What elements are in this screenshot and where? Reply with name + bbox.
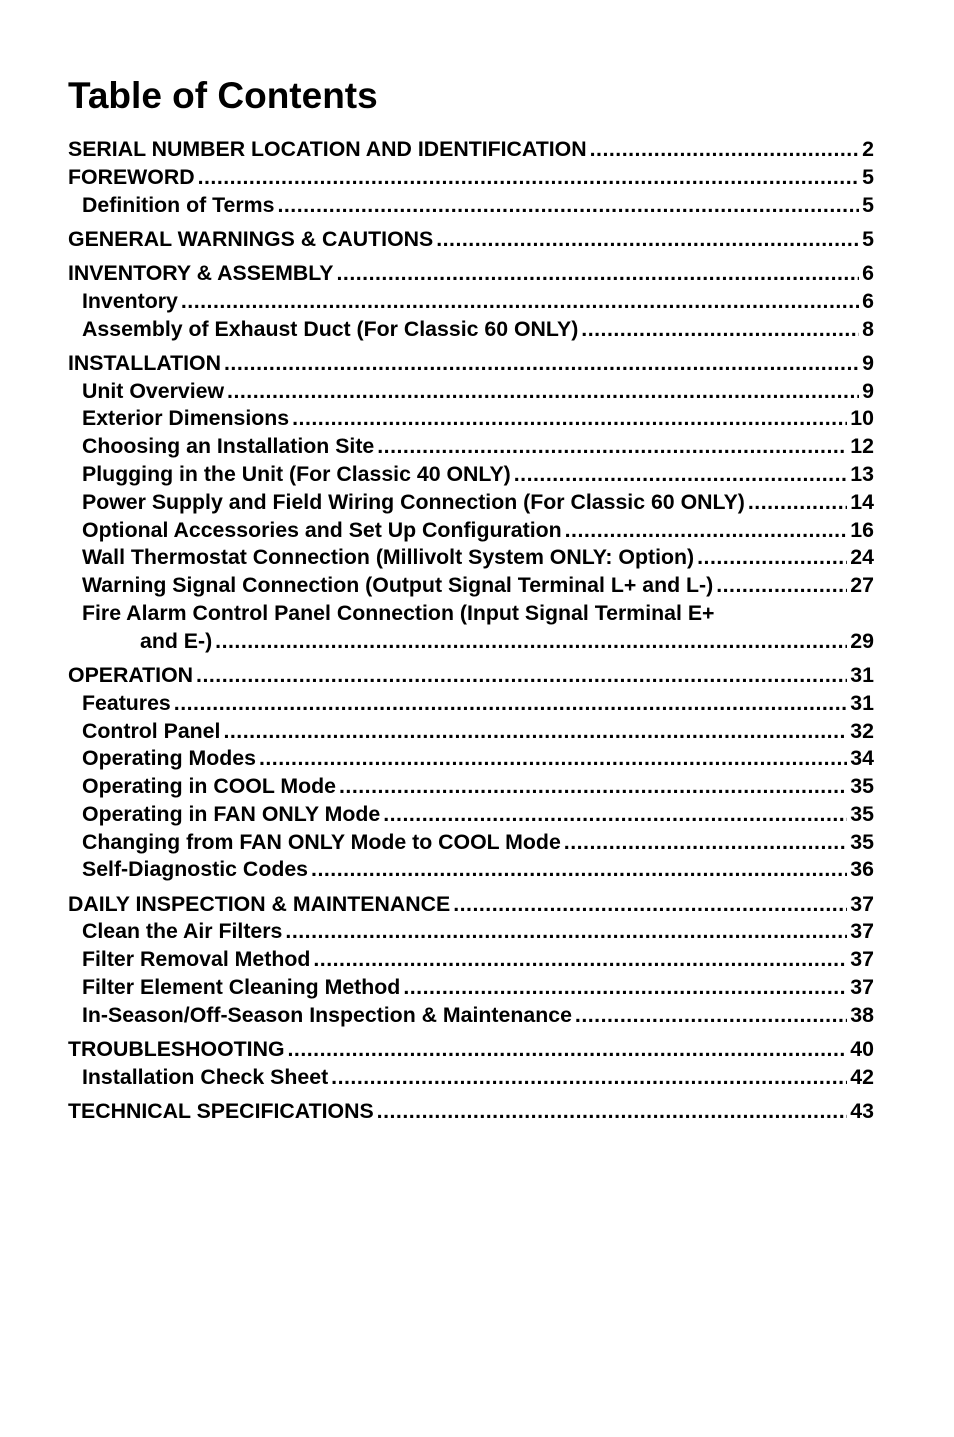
dot-leader [453, 891, 847, 919]
toc-entry-page: 29 [850, 628, 874, 653]
toc-entry-page: 27 [850, 573, 874, 598]
toc-entry-foreword[interactable] [68, 164, 874, 192]
toc-entry-optional-accessories[interactable] [68, 517, 874, 545]
toc-entry-page: 5 [862, 226, 874, 251]
toc-entry-label: Changing from FAN ONLY Mode to COOL Mode [82, 829, 561, 854]
toc-entry-cool-mode[interactable] [68, 773, 874, 801]
dot-leader [564, 829, 848, 857]
toc-entry-fire-alarm[interactable] [68, 600, 874, 656]
dot-leader [336, 260, 859, 288]
toc-entry-label: Clean the Air Filters [82, 919, 283, 944]
dot-leader [259, 745, 847, 773]
toc-entry-label: TROUBLESHOOTING [68, 1037, 285, 1062]
toc-entry-assembly-exhaust-duct[interactable] [68, 316, 874, 344]
toc-entry-general-warnings[interactable] [68, 226, 874, 254]
toc-entry-label: Definition of Terms [82, 192, 275, 217]
toc-entry-page: 34 [850, 746, 874, 771]
toc-entry-page: 35 [850, 829, 874, 854]
toc-list [68, 136, 874, 1126]
toc-entry-label: GENERAL WARNINGS & CAUTIONS [68, 226, 434, 251]
dot-leader [311, 856, 847, 884]
toc-entry-label: Warning Signal Connection (Output Signal Terminal L+ and L-) [82, 573, 714, 598]
toc-entry-label: DAILY INSPECTION & MAINTENANCE [68, 891, 451, 916]
toc-entry-page: 37 [850, 919, 874, 944]
toc-entry-page: 37 [850, 947, 874, 972]
toc-entry-inventory-assembly[interactable] [68, 260, 874, 288]
toc-entry-definition-of-terms[interactable] [68, 192, 874, 220]
toc-entry-features[interactable] [68, 690, 874, 718]
toc-entry-page: 5 [862, 192, 874, 217]
toc-entry-warning-signal[interactable] [68, 572, 874, 600]
toc-entry-power-supply-wiring[interactable] [68, 489, 874, 517]
toc-entry-page: 31 [850, 662, 874, 687]
toc-entry-page: 24 [850, 545, 874, 570]
dot-leader [377, 1098, 848, 1126]
toc-entry-page: 9 [862, 378, 874, 403]
toc-entry-label: Filter Element Cleaning Method [82, 975, 401, 1000]
dot-leader [227, 378, 859, 406]
dot-leader [697, 544, 847, 572]
dot-leader [748, 489, 847, 517]
toc-entry-control-panel[interactable] [68, 718, 874, 746]
dot-leader [581, 316, 859, 344]
dot-leader [575, 1002, 847, 1030]
dot-leader [292, 405, 847, 433]
toc-entry-label: Operating in FAN ONLY Mode [82, 801, 381, 826]
toc-entry-page: 31 [850, 690, 874, 715]
toc-entry-exterior-dimensions[interactable] [68, 405, 874, 433]
toc-entry-daily-inspection[interactable] [68, 891, 874, 919]
toc-entry-label: Optional Accessories and Set Up Configuration [82, 517, 562, 542]
toc-entry-label: INSTALLATION [68, 350, 221, 375]
toc-entry-label-line1: Fire Alarm Control Panel Connection (Input Signal Terminal E+ [82, 600, 715, 625]
toc-entry-page: 12 [850, 434, 874, 459]
toc-entry-page: 16 [850, 517, 874, 542]
toc-entry-label: Operating in COOL Mode [82, 774, 336, 799]
dot-leader [403, 974, 847, 1002]
dot-leader [377, 433, 847, 461]
toc-entry-label: TECHNICAL SPECIFICATIONS [68, 1099, 374, 1124]
toc-entry-label: Control Panel [82, 718, 221, 743]
dot-leader [198, 164, 860, 192]
dot-leader [514, 461, 848, 489]
dot-leader [383, 801, 847, 829]
toc-entry-serial-number[interactable] [68, 136, 874, 164]
toc-entry-unit-overview[interactable] [68, 378, 874, 406]
dot-leader [339, 773, 847, 801]
toc-entry-page: 2 [862, 137, 874, 161]
toc-entry-filter-cleaning[interactable] [68, 974, 874, 1002]
dot-leader [590, 136, 860, 164]
toc-entry-continuation [68, 628, 874, 656]
dot-leader [436, 226, 859, 254]
toc-entry-page: 35 [850, 801, 874, 826]
toc-entry-installation[interactable] [68, 350, 874, 378]
dot-leader [215, 628, 847, 656]
toc-entry-page: 37 [850, 891, 874, 916]
toc-entry-page: 13 [850, 461, 874, 486]
dot-leader [313, 946, 847, 974]
toc-entry-label: Assembly of Exhaust Duct (For Classic 60 ONLY) [82, 316, 579, 341]
toc-entry-page: 6 [862, 260, 874, 285]
dot-leader [331, 1064, 847, 1092]
toc-entry-fan-to-cool[interactable] [68, 829, 874, 857]
toc-entry-page: 6 [862, 288, 874, 313]
toc-entry-label: Plugging in the Unit (For Classic 40 ONLY) [82, 461, 511, 486]
toc-page [68, 70, 874, 1126]
page-title: Table of Contents [68, 75, 378, 116]
toc-entry-label: Inventory [82, 288, 178, 313]
toc-entry-filter-removal[interactable] [68, 946, 874, 974]
toc-entry-page: 42 [850, 1064, 874, 1089]
toc-entry-fan-only-mode[interactable] [68, 801, 874, 829]
dot-leader [716, 572, 847, 600]
toc-entry-plugging-in-unit[interactable] [68, 461, 874, 489]
toc-entry-label: SERIAL NUMBER LOCATION AND IDENTIFICATION [68, 137, 587, 161]
toc-entry-page: 32 [850, 718, 874, 743]
toc-entry-page: 36 [850, 857, 874, 882]
toc-entry-label: Features [82, 690, 171, 715]
dot-leader [277, 192, 859, 220]
toc-entry-label: Operating Modes [82, 746, 256, 771]
dot-leader [181, 288, 859, 316]
toc-entry-clean-air-filters[interactable] [68, 918, 874, 946]
dot-leader [174, 690, 848, 718]
dot-leader [285, 918, 847, 946]
toc-entry-page: 9 [862, 350, 874, 375]
dot-leader [223, 718, 847, 746]
toc-entry-page: 35 [850, 774, 874, 799]
toc-entry-page: 40 [850, 1037, 874, 1062]
toc-entry-page: 8 [862, 316, 874, 341]
toc-entry-label: Exterior Dimensions [82, 406, 290, 431]
toc-entry-inventory[interactable] [68, 288, 874, 316]
toc-entry-operating-modes[interactable] [68, 745, 874, 773]
toc-entry-label: Wall Thermostat Connection (Millivolt System ONLY: Option) [82, 545, 695, 570]
toc-entry-troubleshooting[interactable] [68, 1036, 874, 1064]
toc-entry-page: 38 [850, 1002, 874, 1027]
dot-leader [565, 517, 848, 545]
toc-entry-self-diagnostic[interactable] [68, 856, 874, 884]
toc-entry-label: OPERATION [68, 662, 194, 687]
toc-entry-label-line2: and E-) [140, 628, 213, 653]
toc-entry-label: Choosing an Installation Site [82, 434, 375, 459]
toc-entry-page: 43 [850, 1099, 874, 1124]
toc-entry-label: Self-Diagnostic Codes [82, 857, 309, 882]
toc-entry-installation-check-sheet[interactable] [68, 1064, 874, 1092]
toc-entry-label: Installation Check Sheet [82, 1064, 329, 1089]
dot-leader [288, 1036, 848, 1064]
toc-entry-label: Power Supply and Field Wiring Connection (For Classic 60 ONLY) [82, 489, 745, 514]
toc-entry-choosing-installation-site[interactable] [68, 433, 874, 461]
toc-entry-page: 37 [850, 975, 874, 1000]
dot-leader [224, 350, 859, 378]
toc-entry-page: 10 [850, 406, 874, 431]
toc-entry-page: 14 [850, 489, 874, 514]
toc-entry-wall-thermostat[interactable] [68, 544, 874, 572]
toc-entry-label: Filter Removal Method [82, 947, 311, 972]
toc-entry-page: 5 [862, 164, 874, 189]
toc-entry-label: INVENTORY & ASSEMBLY [68, 260, 334, 285]
toc-entry-label: Unit Overview [82, 378, 225, 403]
toc-entry-season-inspection[interactable] [68, 1002, 874, 1030]
toc-entry-operation[interactable] [68, 662, 874, 690]
dot-leader [196, 662, 847, 690]
toc-entry-technical-specifications[interactable] [68, 1098, 874, 1126]
toc-entry-label: In-Season/Off-Season Inspection & Maintenance [82, 1002, 572, 1027]
toc-entry-label: FOREWORD [68, 164, 195, 189]
